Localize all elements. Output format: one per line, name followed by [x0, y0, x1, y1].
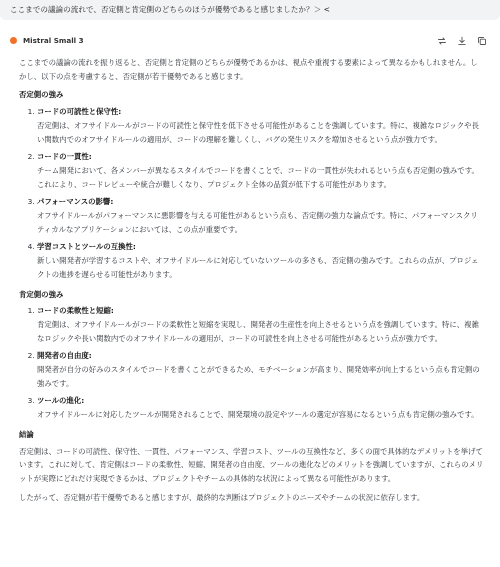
list-item-desc: 肯定側は、オフサイドルールがコードの柔軟性と短縮を実現し、開発者の生産性を向上させるという点を強調しています。特に、複雑なロジックや長い関数内でのオフサイドルールの適用が、コードの可読性を向上させる可能性があるという点が強力です。 [37, 319, 479, 343]
positive-list [19, 304, 485, 422]
list-item-desc: 否定側は、オフサイドルールがコードの可読性と保守性を低下させる可能性があることを強調しています。特に、複雑なロジックや長い関数内でのオフサイドルールの適用が、コードの理解を難しくし、バグの発生リスクを増加させるという点が強力です。 [37, 120, 479, 144]
list-item-desc: 開発者が自分の好みのスタイルでコードを書くことができるため、モチベーションが高まり、開発効率が向上するという点も肯定側の強みです。 [37, 365, 480, 388]
refresh-icon[interactable] [436, 34, 448, 47]
list-item [37, 150, 485, 191]
user-message: ここまでの議論の流れで、否定側と肯定側のどちらのほうが優勢であると感じましたか？＞ < [0, 0, 500, 20]
negative-list [19, 105, 485, 281]
list-item-desc: オフサイドルールに対応したツールが開発されることで、開発環境の設定やツールの選定が容易になるという点も肯定側の強みです。 [37, 410, 479, 420]
list-item [37, 394, 485, 421]
list-item-title: 1. コードの可読性と保守性: [37, 107, 122, 117]
list-item-desc: 新しい開発者が学習するコストや、オフサイドルールに対応していないツールの多さも、否定側の強みです。これらの点が、プロジェクトの進捗を遅らせる可能性があります。 [37, 256, 479, 279]
model-name: Mistral Small 3 [23, 36, 84, 45]
list-item-title: 3. パフォーマンスの影響: [37, 197, 114, 207]
list-item-desc: チーム開発において、各メンバーが異なるスタイルでコードを書くことで、コードの一貫性が失われるという点も否定側の強みです。これにより、コードレビューや統合が難しくなり、プロジェクト全体の品質が低下する可能性があります。 [37, 165, 479, 189]
model-logo-icon [10, 37, 17, 44]
list-item [37, 349, 485, 390]
list-item [37, 105, 485, 146]
negative-section-title: 否定側の強み [19, 90, 64, 100]
intro-paragraph: ここまでの議論の流れを振り返ると、否定側と肯定側のどちらが優勢であるかは、視点や重視する要素によって異なるかもしれません。しかし、以下の点を考慮すると、否定側が若干優勢であると感じます。 [19, 58, 478, 81]
assistant-response [19, 56, 485, 509]
assistant-header [10, 34, 490, 48]
download-icon[interactable] [456, 34, 468, 47]
conclusion-paragraph: 否定側は、コードの可読性、保守性、一貫性、パフォーマンス、学習コスト、ツールの互換性など、多くの面で具体的なデメリットを挙げています。これに対して、肯定側はコードの柔軟性、短縮、開発者の自由度、ツールの進化などのメリットを強調していますが、これらのメリットが実際にどれだけ実現できるかは、プロジェクトやチームの具体的な状況によって異なる可能性があります。 [19, 446, 484, 483]
positive-section-title: 肯定側の強み [19, 289, 64, 299]
list-item [37, 195, 485, 236]
final-paragraph: したがって、否定側が若干優勢であると感じますが、最終的な判断はプロジェクトのニーズやチームの状況に依存します。 [19, 492, 425, 502]
list-item-title: 2. 開発者の自由度: [37, 351, 92, 361]
list-item-title: 2. コードの一貫性: [37, 152, 92, 162]
copy-icon[interactable] [476, 34, 488, 47]
list-item-title: 4. 学習コストとツールの互換性: [37, 242, 136, 252]
list-item [37, 304, 485, 345]
list-item-desc: オフサイドルールがパフォーマンスに悪影響を与える可能性があるという点も、否定側の強力な論点です。特に、パフォーマンスクリティカルなアプリケーションにおいては、この点が重要です。 [37, 211, 478, 234]
list-item-title: 3. ツールの進化: [37, 396, 85, 406]
message-actions [436, 34, 488, 47]
list-item-title: 1. コードの柔軟性と短縮: [37, 306, 114, 316]
conclusion-title: 結論 [19, 429, 34, 439]
list-item [37, 240, 485, 281]
